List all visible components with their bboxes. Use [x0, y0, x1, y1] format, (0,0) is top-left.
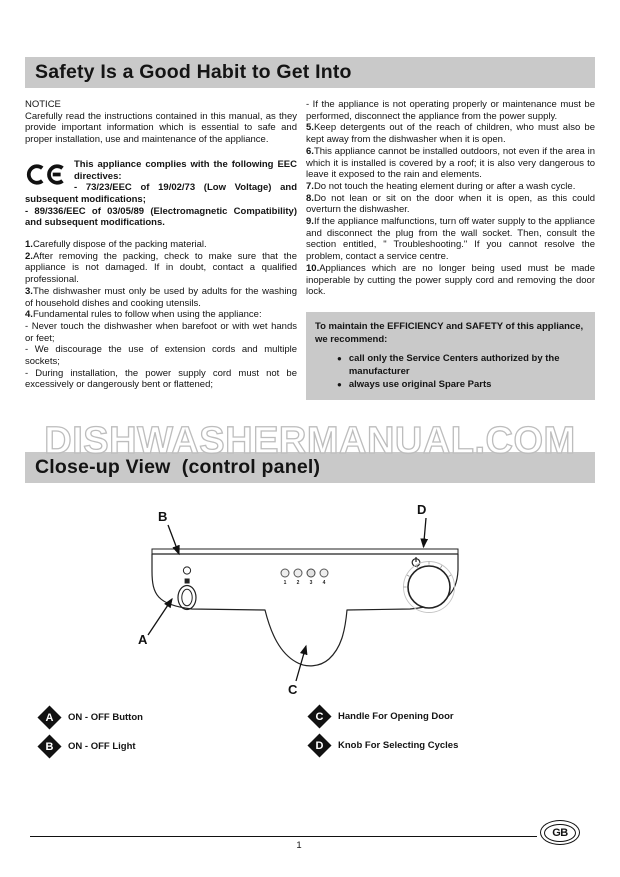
- legend-item-b: [41, 738, 136, 755]
- safety-right-column: [306, 99, 595, 400]
- panel-top-strip: [152, 549, 458, 554]
- safety-item-2: 2.After removing the packing, check to make sure that the appliance is not damaged. If in doubt, contact a qualified professional.: [25, 250, 297, 286]
- callout-arrow-d: [424, 518, 427, 547]
- safety-section-header: [25, 57, 595, 88]
- safety-item-5: 5.Keep detergents out of the reach of children, who must also be kept away from the dishwasher when it is open.: [306, 122, 595, 146]
- legend-item-a: [41, 709, 143, 726]
- page-number: 1: [296, 840, 302, 851]
- recommendation-intro: To maintain the EFFICIENCY and SAFETY of this appliance, we recommend:: [315, 320, 584, 345]
- legend-label-a: ON - OFF Button: [68, 712, 143, 723]
- cycle-selector-knob: [404, 562, 455, 613]
- safety-item-9: 9.If the appliance malfunctions, turn off water supply to the appliance and disconnect the plug from the wall socket. Then, consult the section entitled, " Troubleshooting." If you cannot resolve the problem, contact a service centre.: [306, 216, 595, 263]
- safety-item-1: 1.Carefully dispose of the packing material.: [25, 239, 207, 251]
- callout-label-b: B: [158, 509, 168, 524]
- safety-subbullet-1: - Never touch the dishwasher when barefoot or with wet hands or feet;: [25, 320, 297, 344]
- closeup-section-title: Close-up View (control panel): [35, 456, 321, 478]
- svg-text:4: 4: [322, 580, 326, 586]
- safety-item-8: 8.Do not lean or sit on the door when it is open, as this could overturn the dishwasher.: [306, 192, 595, 216]
- diamond-marker-c: C: [307, 704, 331, 728]
- ce-mark-icon: [25, 161, 67, 188]
- svg-text:1: 1: [283, 580, 287, 586]
- legend-label-c: Handle For Opening Door: [338, 711, 454, 722]
- bullet-dot-icon: ●: [337, 353, 342, 363]
- control-panel-diagram: [30, 493, 590, 705]
- legend-item-c: [311, 708, 454, 725]
- closeup-section-header: [25, 452, 595, 483]
- diamond-marker-a: A: [37, 705, 61, 729]
- safety-section-title: Safety Is a Good Habit to Get Into: [35, 61, 352, 83]
- safety-item-3: 3.The dishwasher must only be used by adults for the washing of household dishes and cooking utensils.: [25, 285, 297, 309]
- watermark-text: DISHWASHERMANUAL.COM: [44, 420, 576, 462]
- bullet-dot-icon: ●: [337, 379, 342, 389]
- footer-rule: [30, 836, 537, 837]
- callout-label-c: C: [288, 682, 298, 697]
- language-badge-gb: [540, 820, 580, 845]
- notice-paragraph: Carefully read the instructions contained in this manual, as they provide important information which is essential to safe and proper installation, use and maintenance of the appliance.: [25, 110, 297, 146]
- ce-directive-2: - 89/336/EEC of 03/05/89 (Electromagnetic Compatibility) and subsequent modifications.: [25, 205, 297, 229]
- legend-label-d: Knob For Selecting Cycles: [338, 740, 459, 751]
- legend-item-d: [311, 737, 458, 754]
- ce-directives-block: [25, 159, 297, 229]
- safety-left-column: [25, 99, 297, 391]
- recommendation-bullet-2: ● always use original Spare Parts: [337, 378, 492, 390]
- callout-label-d: D: [417, 502, 427, 517]
- diamond-marker-b: B: [37, 734, 61, 758]
- safety-subbullet-3: - During installation, the power supply cord must not be excessively or dangerously bent or flattened;: [25, 367, 297, 391]
- callout-arrow-a: [148, 599, 172, 635]
- safety-subbullet-2: - We discourage the use of extension cords and multiple sockets;: [25, 344, 297, 368]
- diamond-marker-d: D: [307, 733, 331, 757]
- notice-label: NOTICE: [25, 99, 61, 110]
- svg-text:3: 3: [309, 580, 313, 586]
- safety-item-10: 10.Appliances which are no longer being used must be made inoperable by cutting the power supply cord and removing the door lock.: [306, 262, 595, 298]
- on-off-light-base: [185, 579, 190, 584]
- language-badge-inner-ring: GB: [544, 824, 576, 842]
- safety-item-4: 4.Fundamental rules to follow when using the appliance:: [25, 309, 262, 321]
- safety-item-6: 6.This appliance cannot be installed outdoors, not even if the area in which it is installed is covered by a roof; it is also very dangerous to leave it exposed to the rain and elements.: [306, 145, 595, 181]
- recommendation-bullet-1: ● call only the Service Centers authorized by the manufacturer: [337, 352, 560, 377]
- legend-label-b: ON - OFF Light: [68, 741, 136, 752]
- recommendation-box: [306, 312, 595, 400]
- ce-directive-1: - 73/23/EEC of 19/02/73 (Low Voltage) and subsequent modifications;: [25, 182, 297, 205]
- callout-label-a: A: [138, 632, 148, 647]
- safety-lead-bullet: - If the appliance is not operating properly or maintenance must be performed, disconnect the appliance from the power supply.: [306, 99, 595, 122]
- safety-item-7: 7.Do not touch the heating element during or after a wash cycle.: [306, 180, 576, 192]
- svg-text:2: 2: [296, 580, 300, 586]
- ce-intro: This appliance complies with the following EEC directives:: [74, 158, 297, 182]
